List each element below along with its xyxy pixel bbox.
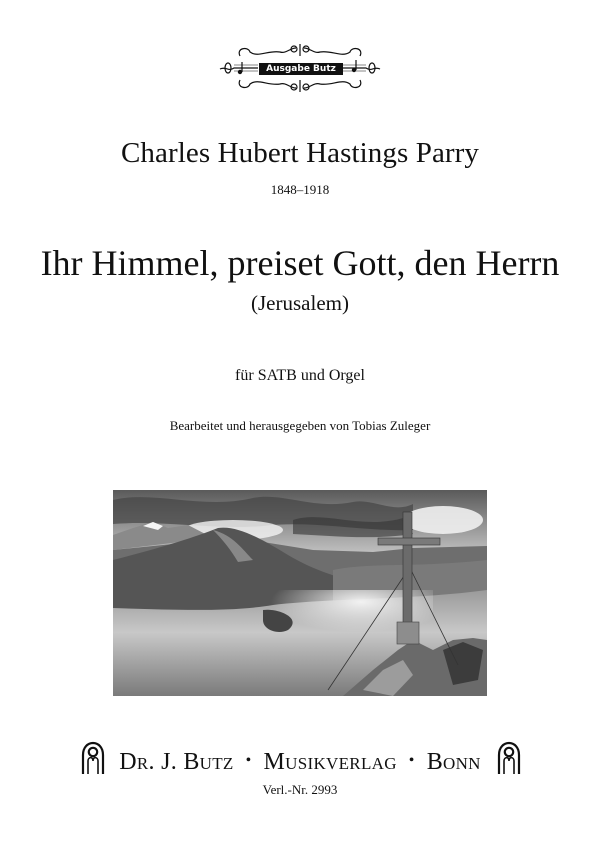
logo-badge-text: Ausgabe Butz <box>259 63 343 75</box>
editor-credit: Bearbeitet und herausgegeben von Tobias Zuleger <box>169 418 431 433</box>
publisher-type: Musikverlag <box>263 749 397 775</box>
summit-cross-landscape-image <box>113 490 487 696</box>
scoring: für SATB und Orgel <box>235 367 365 384</box>
gothic-window-icon <box>496 741 522 775</box>
work-title: Ihr Himmel, preiset Gott, den Herrn <box>40 243 560 283</box>
work-subtitle: (Jerusalem) <box>251 291 349 315</box>
separator-dot: • <box>408 752 415 770</box>
separator-dot: • <box>245 752 252 770</box>
cover-photo <box>113 490 487 696</box>
composer-name: Charles Hubert Hastings Parry <box>120 137 480 169</box>
publisher-name: Dr. J. Butz <box>119 749 234 775</box>
composer-dates: 1848–1918 <box>270 182 330 197</box>
catalog-number: Verl.-Nr. 2993 <box>262 782 338 797</box>
publisher-city: Bonn <box>426 749 481 775</box>
publisher-logo <box>218 42 382 94</box>
